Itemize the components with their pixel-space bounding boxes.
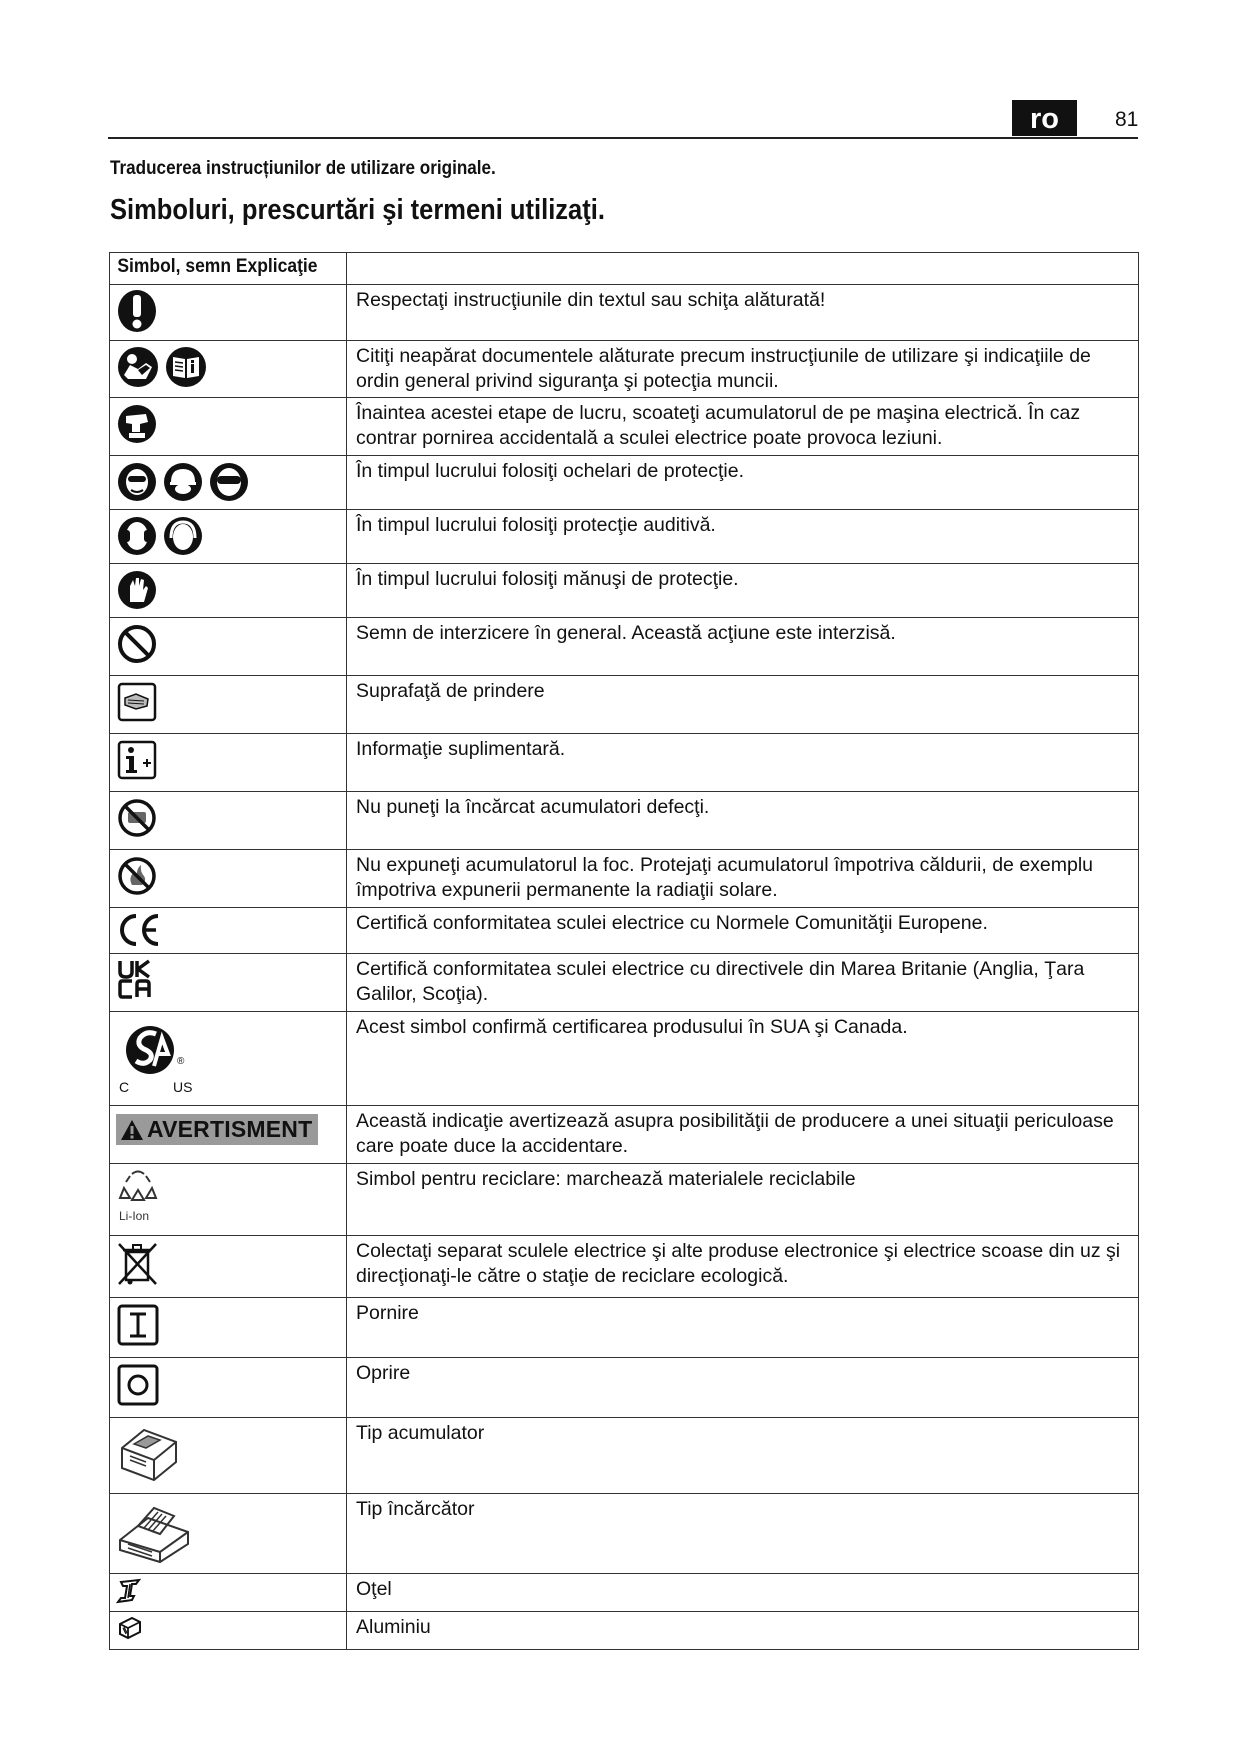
row-text: Această indicaţie avertizează asupra posibilităţii de producere a unei situaţii periculoase care poate duce la accidentare. [347,1106,1139,1164]
row-text: În timpul lucrului folosiţi protecţie auditivă. [347,510,1139,564]
table-row [110,1358,1139,1418]
warning-badge-label: AVERTISMENT [147,1116,313,1142]
ear-muffs-icon [162,514,204,558]
table-header-label: Simbol, semn Explicaţie [117,256,318,277]
table-row [110,456,1139,510]
table-row [110,1418,1139,1494]
ce-mark-icon [116,912,162,948]
face-shield-icon [116,460,158,504]
row-text: Informaţie suplimentară. [347,734,1139,792]
row-text: Certifică conformitatea sculei electrice cu Normele Comunităţii Europene. [347,908,1139,954]
table-row [110,1012,1139,1106]
table-row [110,398,1139,456]
page-number: 81 [1115,108,1139,131]
row-text: Respectaţi instrucţiunile din textul sau schiţa alăturată! [347,285,1139,341]
ukca-mark-icon [116,958,156,1000]
row-text: Certifică conformitatea sculei electrice cu directivele din Marea Britanie (Anglia, Ţara Galilor, Scoţia). [347,954,1139,1012]
row-text: Oţel [347,1574,1139,1612]
li-ion-caption: Li-Ion [119,1209,150,1223]
row-text: Suprafaţă de prindere [347,676,1139,734]
row-text: În timpul lucrului folosiţi mănuşi de protecţie. [347,564,1139,618]
row-text: Pornire [347,1298,1139,1358]
exclamation-icon [116,289,158,333]
row-text: În timpul lucrului folosiţi ochelari de protecţie. [347,456,1139,510]
warning-badge [116,1114,318,1145]
steel-icon [116,1576,144,1604]
csa-registered-mark: ® [177,1056,185,1067]
gloves-icon [116,568,158,612]
row-text: Citiţi neapărat documentele alăturate precum instrucţiunile de utilizare şi indicaţiile de ordin general privind siguranţa şi potecţia muncii. [347,341,1139,398]
aluminium-icon [116,1614,144,1642]
table-row [110,850,1139,908]
power-on-icon [116,1302,160,1348]
table-row [110,1236,1139,1298]
csa-c-label: C [119,1079,130,1095]
table-header-cell [110,253,347,285]
language-badge: ro [1012,100,1077,136]
table-row [110,1612,1139,1650]
power-off-icon [116,1362,160,1408]
table-row [110,1106,1139,1164]
row-text: Tip acumulator [347,1418,1139,1494]
crossed-bin-icon [116,1240,160,1288]
document-subtitle: Traducerea instrucțiunilor de utilizare originale. [110,158,496,179]
csa-us-label: US [173,1079,193,1095]
read-manual-icon [116,345,160,389]
remove-battery-icon [116,402,158,446]
page-title: Simboluri, prescurtări şi termeni utilizaţi. [110,194,605,226]
csa-mark-icon [116,1016,206,1096]
table-row [110,792,1139,850]
warning-triangle-icon [120,1119,144,1141]
table-row [110,1494,1139,1574]
battery-type-icon [116,1422,182,1484]
charger-type-icon [116,1498,192,1564]
table-row [110,510,1139,564]
table-row [110,734,1139,792]
table-row [110,1164,1139,1236]
row-text: Nu expuneţi acumulatorul la foc. Protejaţi acumulatorul împotriva căldurii, de exemplu împotriva expunerii permanente la radiaţii solare. [347,850,1139,908]
no-defective-battery-icon [116,796,158,840]
prohibition-icon [116,622,158,666]
table-row [110,341,1139,398]
symbols-table [109,252,1139,1650]
ear-protection-icon [116,514,158,558]
row-text: Tip încărcător [347,1494,1139,1574]
safety-goggles-icon [208,460,250,504]
table-header-row [110,253,1139,285]
row-text: Colectaţi separat sculele electrice şi alte produse electronice şi electrice scoase din uz şi direcţionaţi-le către o staţie de reciclare ecologică. [347,1236,1139,1298]
row-text: Nu puneţi la încărcat acumulatori defecţi. [347,792,1139,850]
table-row [110,908,1139,954]
row-text: Oprire [347,1358,1139,1418]
row-text: Semn de interzicere în general. Această acţiune este interzisă. [347,618,1139,676]
table-row [110,1574,1139,1612]
table-row [110,676,1139,734]
table-row [110,954,1139,1012]
table-row [110,564,1139,618]
row-text: Aluminiu [347,1612,1139,1650]
recycle-li-ion-icon [116,1168,160,1226]
row-text: Înaintea acestei etape de lucru, scoateţi acumulatorul de pe maşina electrică. În caz contrar pornirea accidentală a sculei electrice poate provoca leziuni. [347,398,1139,456]
info-plus-icon [116,738,158,782]
info-book-icon [164,345,208,389]
table-row [110,618,1139,676]
header-rule [108,137,1138,139]
helmet-icon [162,460,204,504]
table-row [110,1298,1139,1358]
grip-surface-icon [116,680,158,724]
table-row [110,285,1139,341]
no-fire-battery-icon [116,854,158,898]
row-text: Acest simbol confirmă certificarea produsului în SUA şi Canada. [347,1012,1139,1106]
row-text: Simbol pentru reciclare: marchează materialele reciclabile [347,1164,1139,1236]
